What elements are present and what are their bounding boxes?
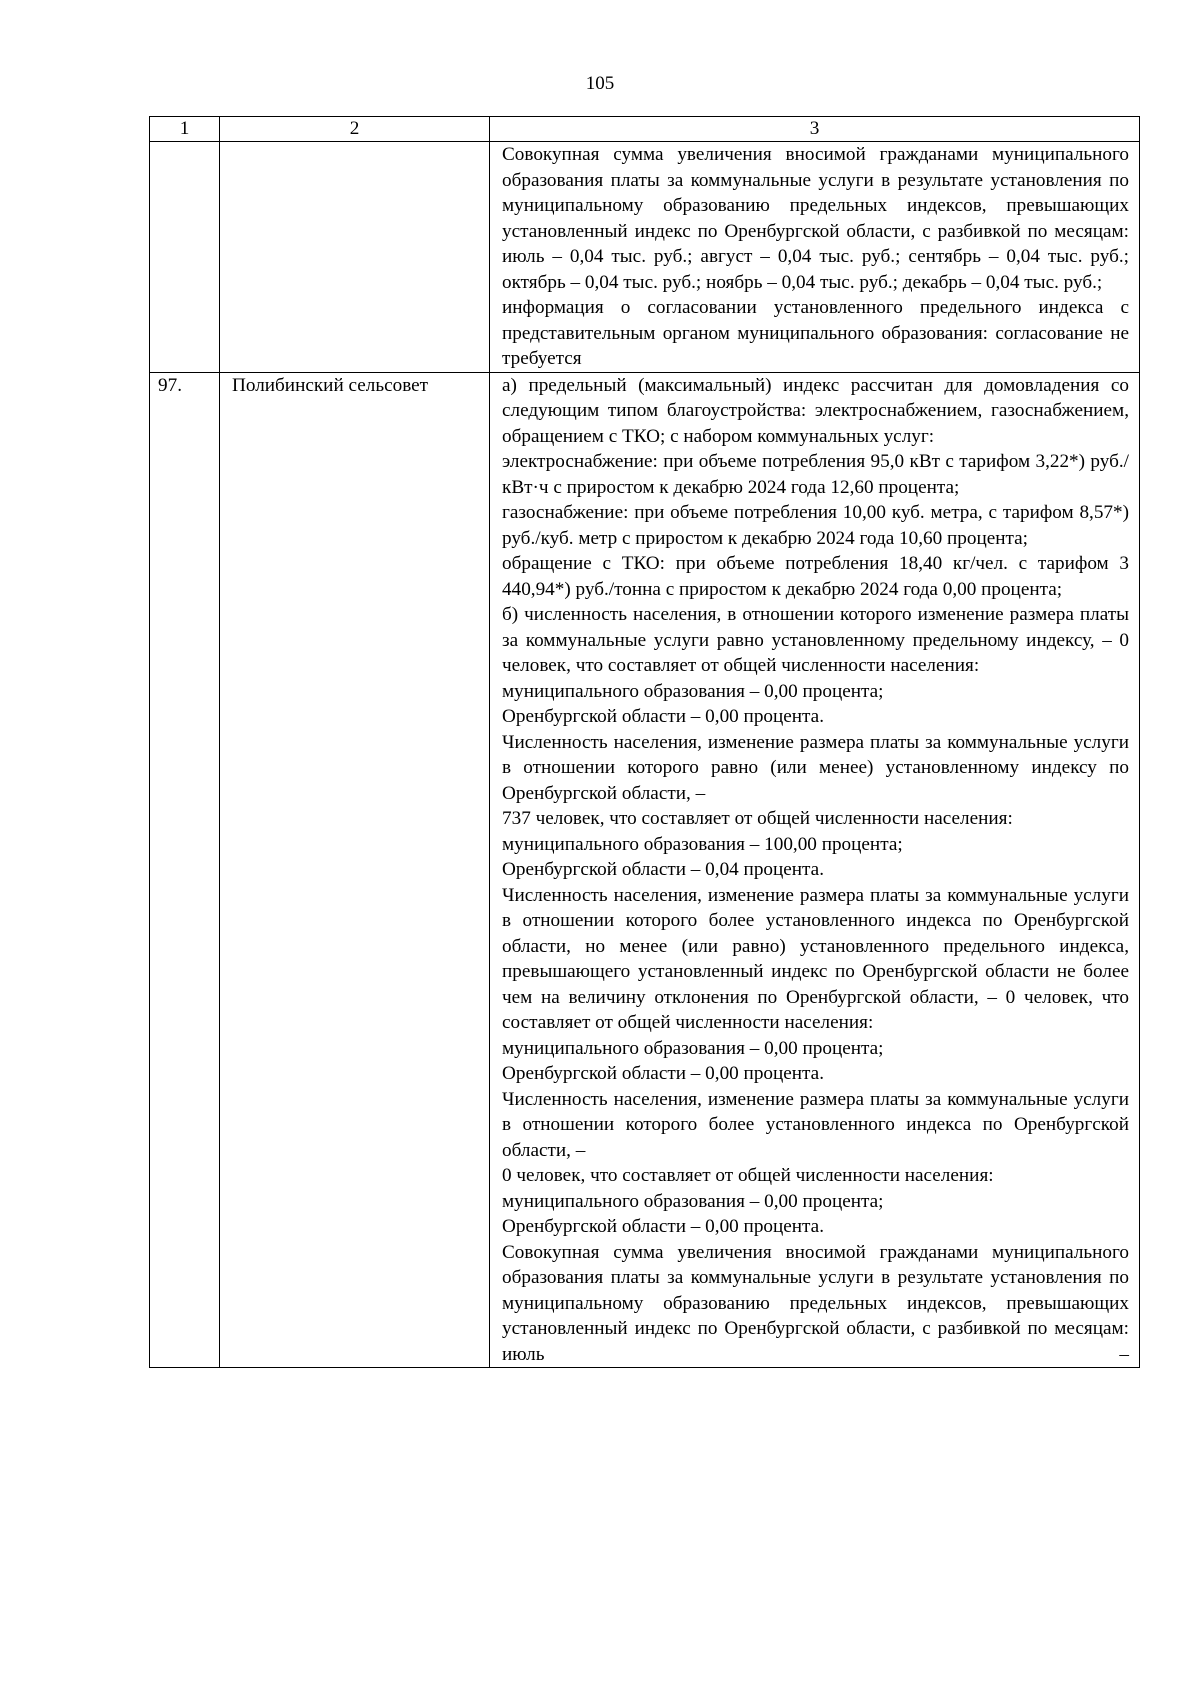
municipality-name-cell: Полибинский сельсовет: [220, 372, 490, 1368]
row-number-cell: 97.: [150, 372, 220, 1368]
paragraph: муниципального образования – 0,00 процента;: [502, 680, 884, 702]
column-header-2: 2: [220, 117, 490, 142]
paragraph: Оренбургской области – 0,04 процента.: [502, 859, 824, 880]
paragraph: газоснабжение: при объеме потребления 10,00 куб. метра, с тарифом 8,57*) руб./куб. метр с приростом к декабрю 2024 года 10,60 процента;: [502, 502, 1129, 549]
paragraph: Оренбургской области – 0,00 процента.: [502, 1216, 824, 1237]
page-number: 105: [585, 73, 615, 94]
paragraph: 0 человек, что составляет от общей численности населения:: [502, 1165, 994, 1186]
paragraph: Оренбургской области – 0,00 процента.: [502, 1063, 824, 1084]
paragraph: электроснабжение: при объеме потребления 95,0 кВт с тарифом 3,22*) руб./кВт·ч с приростом к декабрю 2024 года 12,60 процента;: [502, 451, 1129, 498]
paragraph: Совокупная сумма увеличения вносимой гражданами муниципального образования платы за коммунальные услуги в результате установления по муниципальному образованию предельных индексов, превышающих установленный индекс по Оренбургской области, с разбивкой по месяцам: июль –: [502, 1241, 1129, 1365]
paragraph: б) численность населения, в отношении которого изменение размера платы за коммунальные услуги равно установленному предельному индексу, – 0 человек, что составляет от общей численности населения:: [502, 604, 1129, 676]
paragraph: Численность населения, изменение размера платы за коммунальные услуги в отношении которого равно (или менее) установленному индексу по Оренбургской области, –: [502, 731, 1129, 804]
table-row-97: [150, 372, 1140, 1368]
paragraph: а) предельный (максимальный) индекс рассчитан для домовладения со следующим типом благоустройства: электроснабжением, газоснабжением, обращением с ТКО; с набором коммунальных услуг:: [502, 374, 1129, 447]
indicators-cell: [490, 142, 1140, 373]
paragraph: муниципального образования – 0,00 процента;: [502, 1037, 884, 1059]
row-number-cell: [150, 142, 220, 373]
paragraph: обращение с ТКО: при объеме потребления 18,40 кг/чел. с тарифом 3 440,94*) руб./тонна с приростом к декабрю 2024 года 0,00 процента;: [502, 553, 1129, 600]
table-header-row: [150, 117, 1140, 142]
paragraph: муниципального образования – 0,00 процента;: [502, 1190, 884, 1212]
paragraph: Оренбургской области – 0,00 процента.: [502, 706, 824, 727]
municipality-name-cell: [220, 142, 490, 373]
paragraph: 737 человек, что составляет от общей численности населения:: [502, 808, 1013, 829]
paragraph: Совокупная сумма увеличения вносимой гражданами муниципального образования платы за коммунальные услуги в результате установления по муниципальному образованию предельных индексов, превышающих установленный индекс по Оренбургской области, с разбивкой по месяцам: июль – 0,04 тыс. руб.; август – 0,04 тыс. руб.; сентябрь – 0,04 тыс. руб.; октябрь – 0,04 тыс. руб.; ноябрь – 0,04 тыс. руб.; декабрь – 0,04 тыс. руб.;: [502, 144, 1129, 293]
column-header-1: 1: [150, 117, 220, 142]
paragraph: информация о согласовании установленного предельного индекса с представительным органом муниципального образования: согласование не требуется: [502, 297, 1129, 369]
table-row-continuation: [150, 142, 1140, 373]
indicators-cell: [490, 372, 1140, 1368]
indices-table: [149, 116, 1140, 1368]
paragraph: муниципального образования – 100,00 процента;: [502, 833, 903, 855]
column-header-3: 3: [490, 117, 1140, 142]
paragraph: Численность населения, изменение размера платы за коммунальные услуги в отношении которого более установленного индекса по Оренбургской области, –: [502, 1088, 1129, 1161]
paragraph: Численность населения, изменение размера платы за коммунальные услуги в отношении которого более установленного индекса по Оренбургской области, но менее (или равно) установленного предельного индекса, превышающего установленный индекс по Оренбургской области не более чем на величину отклонения по Оренбургской области, – 0 человек, что составляет от общей численности населения:: [502, 884, 1129, 1033]
